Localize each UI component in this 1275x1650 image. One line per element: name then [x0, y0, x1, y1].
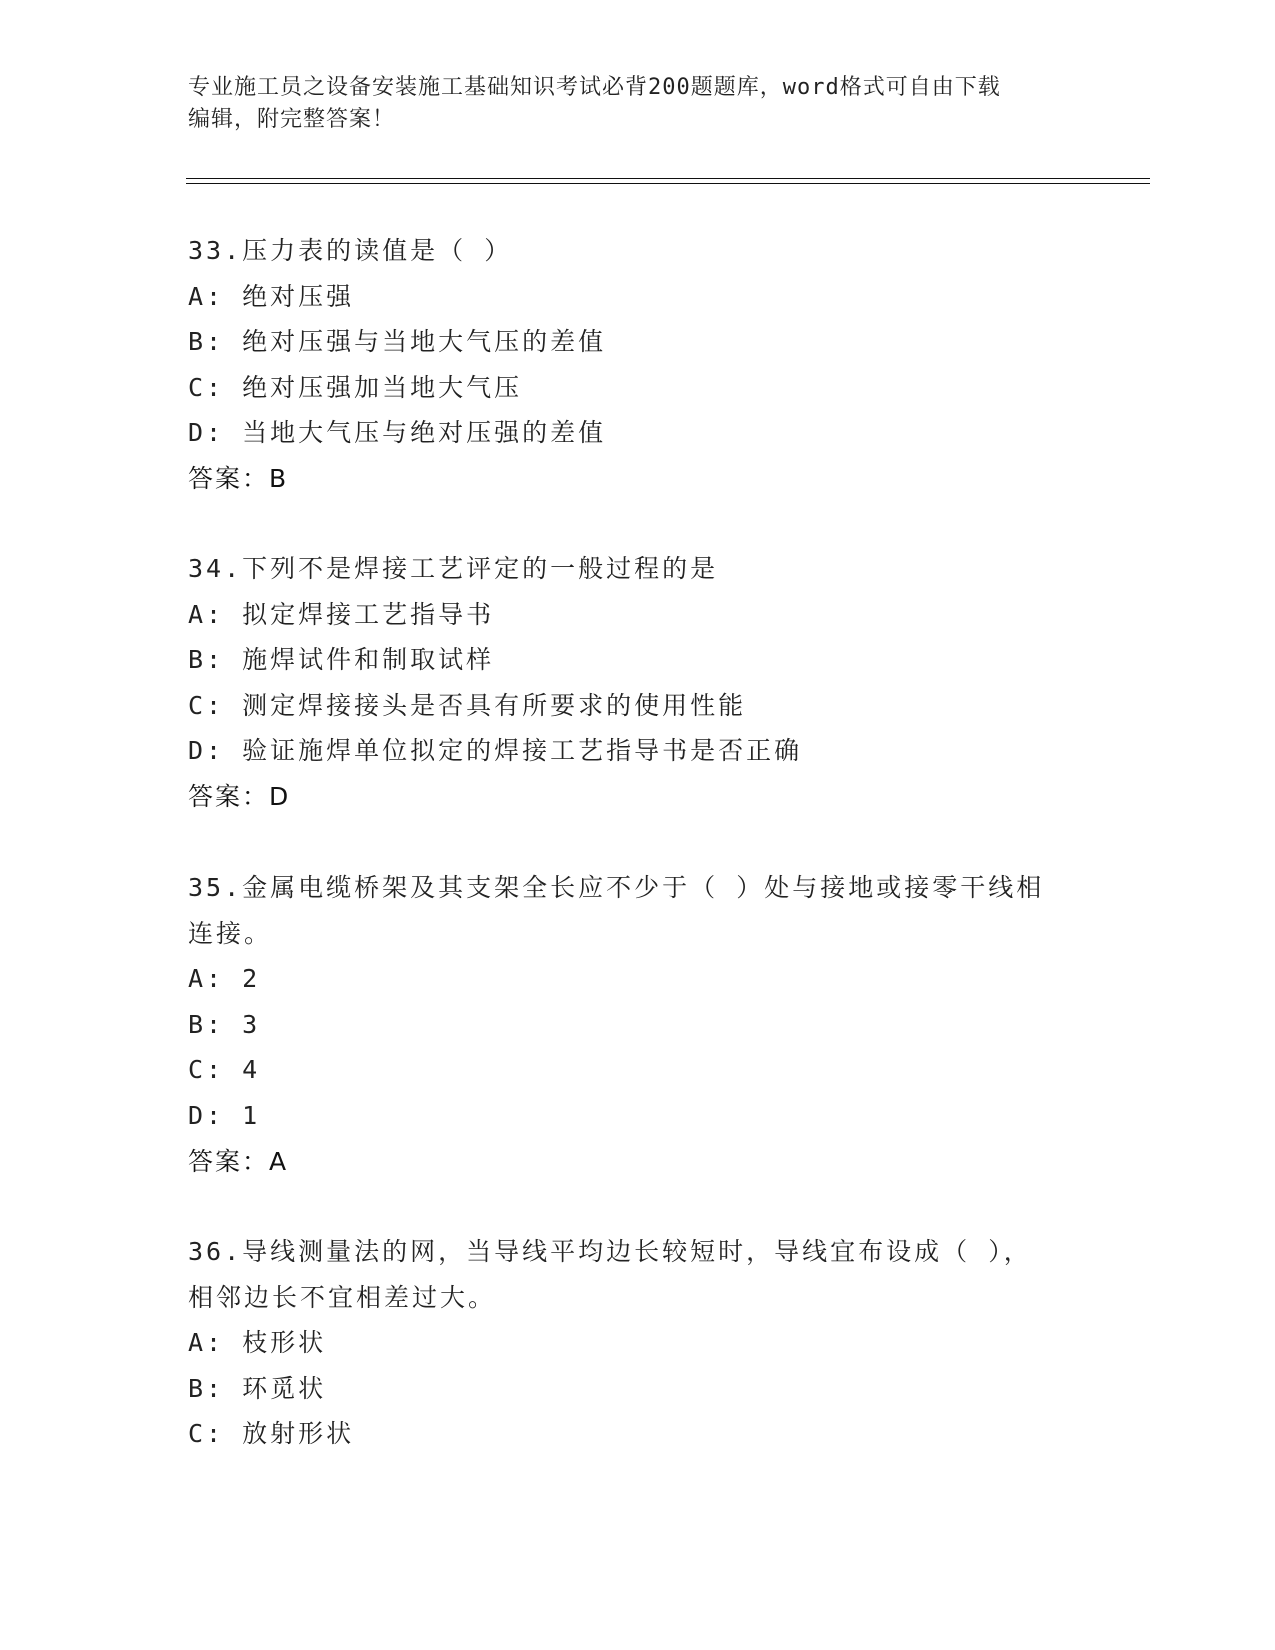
document-header — [188, 72, 1068, 136]
option-c: C: 放射形状 — [188, 1419, 355, 1449]
option-a: A: 枝形状 — [188, 1328, 327, 1358]
answer-label: 答案：A — [188, 1146, 289, 1176]
option-a: A: 绝对压强 — [188, 281, 355, 311]
header-title-line-1: 专业施工员之设备安装施工基础知识考试必背200题题库，word格式可自由下载 — [188, 75, 1001, 100]
option-c: C: 测定焊接接头是否具有所要求的使用性能 — [188, 690, 747, 720]
question-36 — [188, 1229, 1068, 1457]
question-35 — [188, 865, 1068, 1184]
option-d: D: 1 — [188, 1100, 261, 1130]
question-stem-line-1: 35.金属电缆桥架及其支架全长应不少于（ ）处与接地或接零干线相 — [188, 873, 1045, 902]
option-c: C: 4 — [188, 1055, 261, 1085]
question-34 — [188, 546, 1068, 820]
option-b: B: 绝对压强与当地大气压的差值 — [188, 327, 607, 357]
option-b: B: 3 — [188, 1009, 261, 1039]
option-d: D: 验证施焊单位拟定的焊接工艺指导书是否正确 — [188, 736, 803, 766]
option-a: A: 拟定焊接工艺指导书 — [188, 599, 495, 629]
question-stem-line-1: 36.导线测量法的网，当导线平均边长较短时，导线宜布设成（ ）， — [188, 1237, 1032, 1266]
option-c: C: 绝对压强加当地大气压 — [188, 372, 523, 402]
header-divider-top — [186, 178, 1150, 179]
option-b: B: 施焊试件和制取试样 — [188, 645, 495, 675]
header-divider-bottom — [186, 183, 1150, 184]
header-title-line-2: 编辑，附完整答案！ — [188, 107, 396, 132]
question-33 — [188, 228, 1068, 502]
question-stem: 33.压力表的读值是（ ） — [188, 236, 513, 265]
question-stem-line-2: 相邻边长不宜相差过大。 — [188, 1282, 497, 1312]
option-d: D: 当地大气压与绝对压强的差值 — [188, 418, 607, 448]
question-stem-line-2: 连接。 — [188, 918, 273, 948]
option-b: B: 环觅状 — [188, 1373, 327, 1403]
question-stem: 34.下列不是焊接工艺评定的一般过程的是 — [188, 554, 719, 583]
answer-label: 答案：D — [188, 781, 291, 811]
answer-label: 答案：B — [188, 463, 289, 493]
option-a: A: 2 — [188, 964, 261, 994]
